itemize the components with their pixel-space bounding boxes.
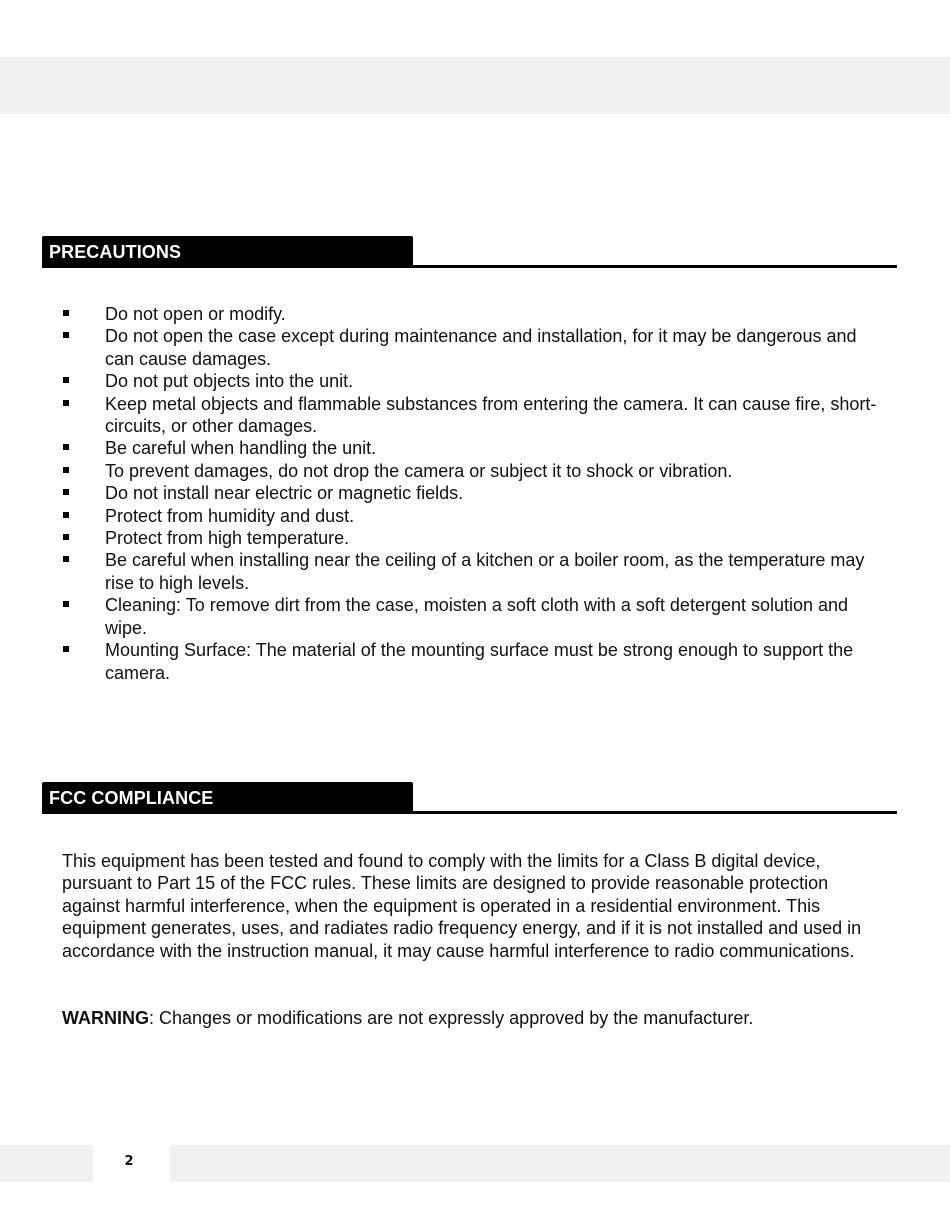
square-bullet-icon xyxy=(63,377,69,383)
list-item xyxy=(60,303,890,325)
warning-label: WARNING xyxy=(62,1008,149,1028)
list-item xyxy=(60,325,890,370)
precautions-section-header xyxy=(42,236,897,268)
fcc-title: FCC COMPLIANCE xyxy=(49,788,214,808)
square-bullet-icon xyxy=(63,467,69,473)
fcc-divider xyxy=(42,811,897,814)
precaution-text: To prevent damages, do not drop the camera or subject it to shock or vibration. xyxy=(105,460,733,481)
fcc-paragraph: This equipment has been tested and found to comply with the limits for a Class B digital device, pursuant to Part 15 of the FCC rules. These limits are designed to provide reasonable protection against harmful interference, when the equipment is operated in a residential environment. This equipment generates, uses, and radiates radio frequency energy, and if it is not installed and used in accordance with the instruction manual, it may cause harmful interference to radio communications. xyxy=(62,851,862,961)
header-band xyxy=(0,57,950,114)
list-item xyxy=(60,505,890,527)
list-item xyxy=(60,594,890,639)
list-item xyxy=(60,527,890,549)
precaution-text: Keep metal objects and flammable substances from entering the camera. It can cause fire, short-circuits, or other damages. xyxy=(105,393,877,437)
square-bullet-icon xyxy=(63,534,69,540)
warning-text: : Changes or modifications are not expressly approved by the manufacturer. xyxy=(149,1008,754,1028)
precaution-text: Cleaning: To remove dirt from the case, moisten a soft cloth with a soft detergent solution and wipe. xyxy=(105,595,849,638)
precaution-text: Be careful when installing near the ceiling of a kitchen or a boiler room, as the temperature may rise to high levels. xyxy=(105,550,865,593)
list-item xyxy=(60,482,890,504)
list-item xyxy=(60,437,890,459)
fcc-title-box xyxy=(42,782,413,814)
precautions-title: PRECAUTIONS xyxy=(49,242,182,262)
precaution-text: Protect from high temperature. xyxy=(105,528,350,549)
square-bullet-icon xyxy=(63,512,69,518)
page-number: 2 xyxy=(124,1154,134,1169)
precaution-text: Do not put objects into the unit. xyxy=(105,371,354,392)
square-bullet-icon xyxy=(63,601,69,607)
square-bullet-icon xyxy=(63,646,69,652)
square-bullet-icon xyxy=(63,556,69,562)
precaution-text: Do not open the case except during maintenance and installation, for it may be dangerous and can cause damages. xyxy=(105,326,857,369)
page-number-box xyxy=(93,1145,170,1182)
list-item xyxy=(60,460,890,482)
list-item xyxy=(60,393,890,438)
list-item xyxy=(60,549,890,594)
list-item xyxy=(60,639,890,684)
precaution-text: Do not open or modify. xyxy=(105,304,286,324)
fcc-section-header xyxy=(42,782,897,814)
precautions-title-box xyxy=(42,236,413,268)
square-bullet-icon xyxy=(63,444,69,450)
precaution-text: Protect from humidity and dust. xyxy=(105,505,355,526)
precautions-list xyxy=(60,303,890,684)
precaution-text: Do not install near electric or magnetic fields. xyxy=(105,483,464,504)
precautions-divider xyxy=(42,265,897,268)
square-bullet-icon xyxy=(63,400,69,406)
warning-note xyxy=(62,1007,877,1029)
square-bullet-icon xyxy=(63,489,69,495)
list-item xyxy=(60,370,890,392)
precaution-text: Be careful when handling the unit. xyxy=(105,438,377,459)
square-bullet-icon xyxy=(63,332,69,338)
precaution-text: Mounting Surface: The material of the mounting surface must be strong enough to support the camera. xyxy=(105,640,854,683)
square-bullet-icon xyxy=(63,310,69,316)
